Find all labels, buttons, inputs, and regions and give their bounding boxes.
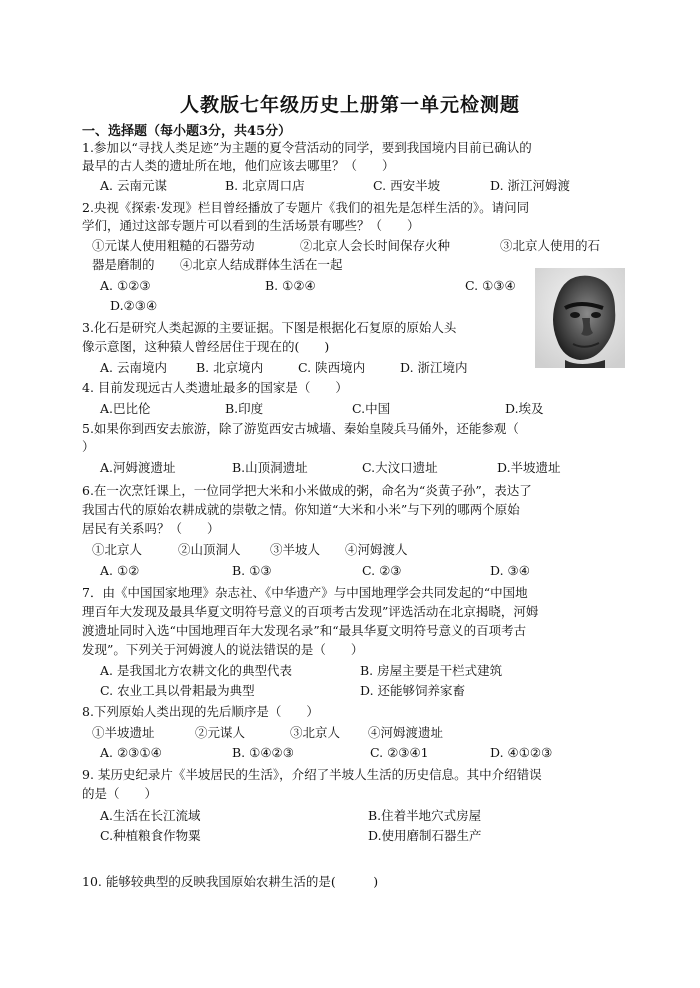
question-9-option-d: D.使用磨制石器生产 bbox=[368, 828, 482, 843]
question-4-line-1: 4. 目前发现远古人类遗址最多的国家是（ ） bbox=[82, 380, 348, 395]
question-1-line-1: 1.参加以“寻找人类足迹”为主题的夏令营活动的同学，要到我国境内目前已确认的 bbox=[82, 140, 532, 155]
question-8-option-b: B. ①④②③ bbox=[232, 745, 294, 760]
question-2-statement-3-cont: 器是磨制的 bbox=[92, 257, 155, 272]
question-6-option-b: B. ①③ bbox=[232, 563, 272, 578]
question-2-statement-1: ①元谋人使用粗糙的石器劳动 bbox=[92, 238, 255, 253]
question-5-option-a: A.河姆渡遗址 bbox=[100, 460, 176, 475]
question-1-line-2: 最早的古人类的遗址所在地，他们应该去哪里？（ ） bbox=[82, 158, 395, 173]
question-8-option-d: D. ④①②③ bbox=[490, 745, 553, 760]
question-1-option-a: A. 云南元谋 bbox=[100, 178, 167, 193]
question-2-statement-4: ④北京人结成群体生活在一起 bbox=[180, 257, 343, 272]
question-3-option-c: C. 陕西境内 bbox=[298, 360, 366, 375]
question-5-option-d: D.半坡遗址 bbox=[497, 460, 561, 475]
question-6-option-c: C. ②③ bbox=[362, 563, 402, 578]
question-3-line-2: 像示意图，这种猿人曾经居住于现在的( ) bbox=[82, 339, 330, 354]
question-7-line-2: 理百年大发现及最具华夏文明符号意义的百项考古发现”评选活动在北京揭晓，河姆 bbox=[82, 604, 539, 619]
question-7-option-b: B. 房屋主要是干栏式建筑 bbox=[360, 663, 503, 678]
question-5-option-c: C.大汶口遗址 bbox=[362, 460, 438, 475]
section-heading: 一、选择题（每小题3分，共45分） bbox=[82, 124, 292, 139]
question-3-line-1: 3.化石是研究人类起源的主要证据。下图是根据化石复原的原始人头 bbox=[82, 320, 457, 335]
question-6-line-1: 6.在一次烹饪课上，一位同学把大米和小米做成的粥，命名为“炎黄子孙”，表达了 bbox=[82, 483, 532, 498]
page-title: 人教版七年级历史上册第一单元检测题 bbox=[179, 94, 520, 116]
question-7-line-4: 发现”。下列关于河姆渡人的说法错误的是（ ） bbox=[82, 642, 364, 657]
question-5-option-b: B.山顶洞遗址 bbox=[232, 460, 308, 475]
question-4-option-b: B.印度 bbox=[225, 401, 264, 416]
question-4-option-c: C.中国 bbox=[352, 401, 391, 416]
question-8-option-c: C. ②③④1 bbox=[370, 745, 429, 760]
question-2-option-a: A. ①②③ bbox=[100, 278, 151, 293]
question-3-option-a: A. 云南境内 bbox=[100, 360, 167, 375]
question-1-option-d: D. 浙江河姆渡 bbox=[490, 178, 571, 193]
question-7-option-c: C. 农业工具以骨耜最为典型 bbox=[100, 683, 255, 698]
question-6-statement-4: ④河姆渡人 bbox=[345, 542, 408, 557]
question-2-statement-3: ③北京人使用的石 bbox=[500, 238, 601, 253]
question-2-option-b: B. ①②④ bbox=[265, 278, 316, 293]
question-1-option-b: B. 北京周口店 bbox=[225, 178, 305, 193]
question-2-option-c: C. ①③④ bbox=[465, 278, 516, 293]
question-9-line-2: 的是（ ） bbox=[82, 786, 158, 801]
question-9-option-a: A.生活在长江流域 bbox=[100, 808, 201, 823]
question-7-line-1: 7．由《中国国家地理》杂志社、《中华遗产》与中国地理学会共同发起的“中国地 bbox=[82, 585, 528, 600]
question-8-statement-2: ②元谋人 bbox=[195, 725, 246, 740]
question-4-option-d: D.埃及 bbox=[505, 401, 544, 416]
question-6-option-d: D. ③④ bbox=[490, 563, 530, 578]
question-8-statement-3: ③北京人 bbox=[290, 725, 341, 740]
question-5-line-1: 5.如果你到西安去旅游，除了游览西安古城墙、秦始皇陵兵马俑外，还能参观（ bbox=[82, 421, 519, 436]
question-8-line-1: 8.下列原始人类出现的先后顺序是（ ） bbox=[82, 704, 319, 719]
question-7-line-3: 渡遗址同时入选“中国地理百年大发现名录”和“最具华夏文明符号意义的百项考古 bbox=[82, 623, 527, 638]
question-8-option-a: A. ②③①④ bbox=[100, 745, 162, 760]
question-9-line-1: 9. 某历史纪录片《半坡居民的生活》，介绍了半坡人生活的历史信息。其中介绍错误 bbox=[82, 767, 542, 782]
question-8-statement-4: ④河姆渡遗址 bbox=[368, 725, 444, 740]
ancient-human-photo bbox=[535, 268, 625, 368]
question-5-line-2: ） bbox=[82, 439, 95, 454]
question-3-option-d: D. 浙江境内 bbox=[400, 360, 468, 375]
question-6-statement-1: ①北京人 bbox=[92, 542, 143, 557]
question-2-line-2: 学们，通过这部专题片可以看到的生活场景有哪些？（ ） bbox=[82, 218, 420, 233]
question-6-statement-3: ③半坡人 bbox=[270, 542, 321, 557]
question-2-option-d: D.②③④ bbox=[110, 298, 158, 313]
question-7-option-d: D. 还能够饲养家畜 bbox=[360, 683, 466, 698]
question-1-option-c: C. 西安半坡 bbox=[373, 178, 441, 193]
question-7-option-a: A. 是我国北方农耕文化的典型代表 bbox=[100, 663, 292, 678]
question-6-statement-2: ②山顶洞人 bbox=[178, 542, 241, 557]
question-2-statement-2: ②北京人会长时间保存火种 bbox=[300, 238, 451, 253]
question-9-option-b: B.住着半地穴式房屋 bbox=[368, 808, 482, 823]
question-4-option-a: A.巴比伦 bbox=[100, 401, 151, 416]
question-6-line-3: 居民有关系吗？（ ） bbox=[82, 521, 220, 536]
question-9-option-c: C.种植粮食作物粟 bbox=[100, 828, 201, 843]
question-8-statement-1: ①半坡遗址 bbox=[92, 725, 155, 740]
question-3-option-b: B. 北京境内 bbox=[196, 360, 264, 375]
question-10-line-1: 10. 能够较典型的反映我国原始农耕生活的是( ) bbox=[82, 874, 379, 889]
question-6-option-a: A. ①② bbox=[100, 563, 140, 578]
question-2-line-1: 2.央视《探索·发现》栏目曾经播放了专题片《我们的祖先是怎样生活的》。请问同 bbox=[82, 200, 530, 215]
question-6-line-2: 我国古代的原始农耕成就的崇敬之情。你知道“大米和小米”与下列的哪两个原始 bbox=[82, 502, 520, 517]
